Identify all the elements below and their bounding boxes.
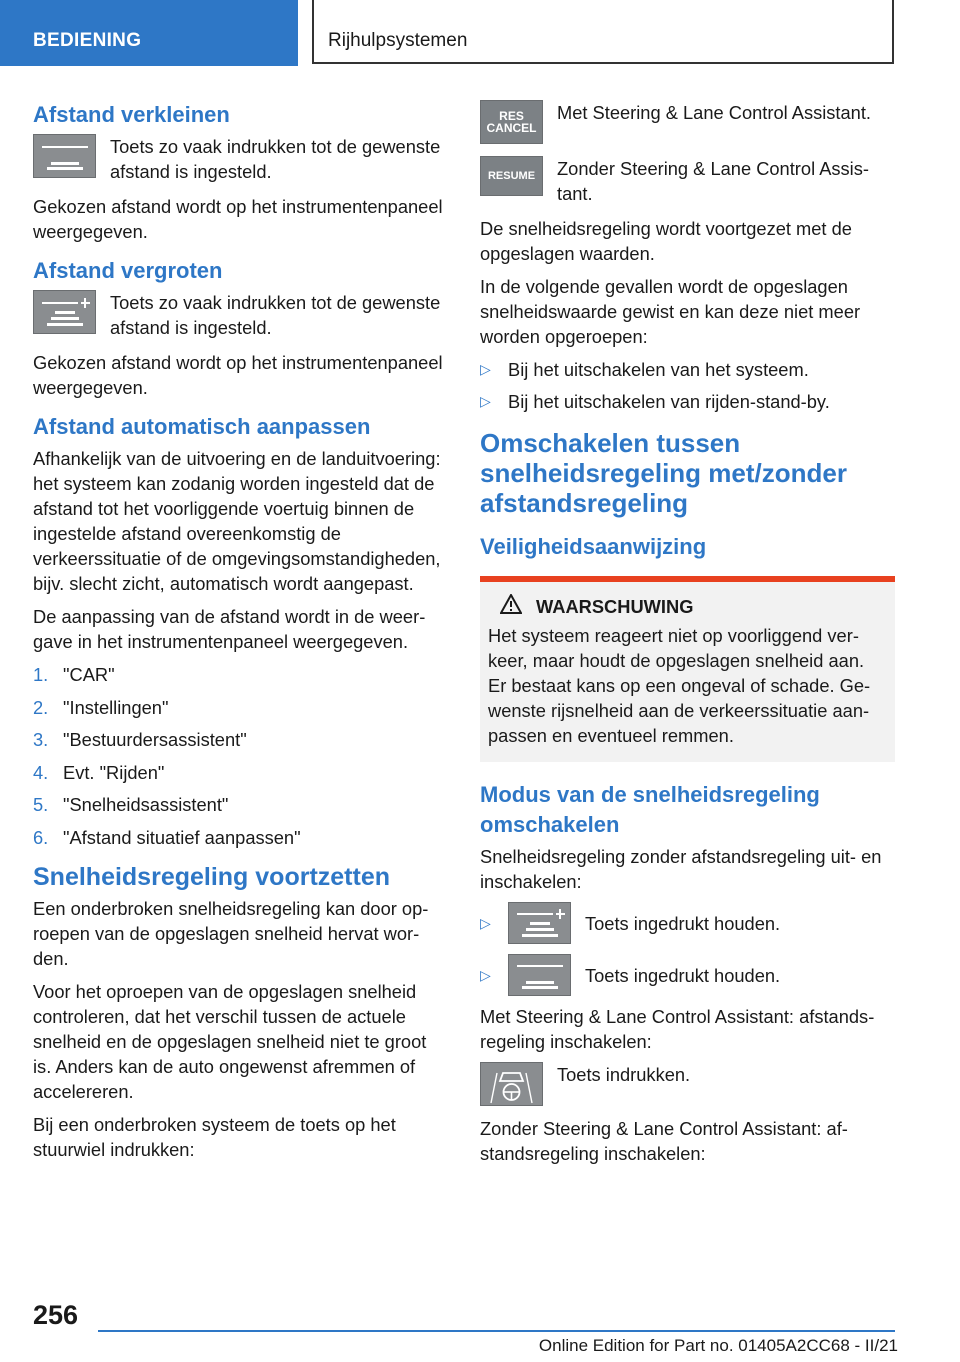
- heading-veiligheidsaanwijzing: Veiligheidsaanwijzing: [480, 534, 707, 559]
- distance-increase-key-icon: [33, 290, 96, 334]
- voortgezet-paragraph: De snelheidsregeling wordt voortgezet met de opgeslagen waarden.: [480, 218, 852, 264]
- warning-text: Het systeem reageert niet op voorliggend verkeer, maar houdt de opgeslagen snelheid aan. Er bestaat kans op een ongeval of schade. Gewenste rijsnelheid aan de verkeerssituatie aanpassen en eventueel remmen.: [488, 625, 871, 746]
- resume-key-row: [480, 156, 895, 206]
- voortzetten-paragraph-2: Voor het oproepen van de opgeslagen snelheid controleren, dat het verschil tussen de actuele snelheid en de opgeslagen snelheid niet te groot is. Anders kan de auto ongewenst afremmen of accelereren.: [33, 980, 427, 1102]
- vergroten-key-row: [33, 290, 443, 340]
- resume-key-label: RESUME: [487, 170, 536, 182]
- list-item: [33, 727, 443, 752]
- subsection-box: [312, 0, 894, 64]
- voortzetten-paragraph-3: Bij een onderbroken systeem de toets op het stuurwiel indrukken:: [33, 1113, 396, 1160]
- res-cancel-key-label: RES CANCEL: [486, 109, 537, 135]
- res-cancel-key-text: Met Steering & Lane Control Assistant.: [557, 102, 871, 123]
- automatisch-paragraph-1: Afhankelijk van de uitvoering en de landuitvoering: het systeem kan zodanig worden ingesteld dat de afstand tot het voorliggende voertuig binnen de ingestelde afstand overeenkomstig de verkeerssituatie of de omgevingsomstandigheden, bijv. slecht zicht, automatisch wordt aangepast.: [33, 448, 441, 594]
- resume-key-text: Zonder Steering & Lane Control Assistant.: [557, 158, 869, 204]
- step-number: 5.: [33, 794, 49, 815]
- steering-assist-key-icon: [480, 1062, 543, 1106]
- list-item: [480, 954, 895, 996]
- bullet-text: Bij het uitschakelen van rijden-stand-by.: [508, 391, 830, 412]
- steering-paragraph: Met Steering & Lane Control Assistant: afstandsregeling inschakelen:: [480, 1006, 875, 1052]
- no-steering-paragraph: Zonder Steering & Lane Control Assistant: afstandsregeling inschakelen:: [480, 1118, 848, 1164]
- resume-key-icon: [480, 156, 543, 196]
- footer-divider: [98, 1330, 895, 1332]
- gewist-bullets: [480, 357, 895, 414]
- bullet-text: Bij het uitschakelen van het systeem.: [508, 359, 809, 380]
- list-item: [33, 760, 443, 785]
- distance-decrease-key-icon: [508, 954, 571, 996]
- step-text: "Bestuurdersassistent": [63, 729, 247, 750]
- step-text: "Instellingen": [63, 696, 169, 718]
- verkleinen-key-row: [33, 134, 443, 184]
- list-item: [33, 695, 443, 720]
- warning-triangle-icon: [500, 594, 522, 619]
- right-column: [480, 100, 895, 1174]
- section-tab: [0, 0, 298, 66]
- bullet-triangle-icon: ▷: [480, 393, 491, 409]
- page-number: 256: [33, 1300, 79, 1330]
- step-number: 1.: [33, 664, 49, 685]
- list-item: [33, 662, 443, 687]
- res-cancel-key-icon: [480, 100, 543, 144]
- res-cancel-key-row: [480, 100, 895, 144]
- step-text: "CAR": [63, 664, 115, 685]
- distance-decrease-key-icon: [33, 134, 96, 178]
- step-number: 4.: [33, 761, 49, 783]
- bullet-triangle-icon: ▷: [480, 914, 491, 931]
- step-text: Evt. "Rijden": [63, 761, 165, 783]
- list-item: [480, 357, 895, 382]
- list-item: [480, 389, 895, 414]
- heading-afstand-verkleinen: Afstand verkleinen: [33, 102, 230, 127]
- warning-box: [480, 576, 895, 762]
- list-item: [33, 825, 443, 850]
- modus-paragraph: Snelheidsregeling zonder afstandsregeling uit- en inschakelen:: [480, 846, 882, 892]
- verkleinen-paragraph: Gekozen afstand wordt op het instrumentenpaneel weergegeven.: [33, 196, 443, 242]
- verkleinen-key-text: Toets zo vaak indrukken tot de gewenste afstand is ingesteld.: [110, 136, 441, 182]
- vergroten-key-text: Toets zo vaak indrukken tot de gewenste afstand is ingesteld.: [110, 292, 441, 338]
- settings-steps-list: [33, 662, 443, 850]
- step-number: 2.: [33, 696, 49, 718]
- step-text: "Afstand situatief aanpassen": [63, 826, 301, 848]
- heading-modus: Modus van de snelheidsregeling omschakelen: [480, 782, 820, 837]
- footer-edition: Online Edition for Part no. 01405A2CC68 - II/21: [538, 1336, 898, 1355]
- distance-increase-key-icon: [508, 902, 571, 944]
- left-column: [33, 100, 443, 1170]
- steering-key-row: [480, 1062, 895, 1106]
- heading-omschakelen: Omschakelen tussen snelheidsregeling met/zonder afstandsregeling: [480, 428, 847, 518]
- automatisch-paragraph-2: De aanpassing van de afstand wordt in de weergave in het instrumentenpaneel weergegeven.: [33, 606, 426, 652]
- step-number: 3.: [33, 729, 49, 750]
- bullet-text: Toets ingedrukt houden.: [585, 912, 781, 934]
- section-title: BEDIENING: [33, 30, 142, 51]
- heading-afstand-automatisch: Afstand automatisch aanpassen: [33, 414, 371, 439]
- heading-snelheidsregeling-voortzetten: Snelheidsregeling voortzetten: [33, 862, 391, 891]
- bullet-text: Toets ingedrukt houden.: [585, 964, 781, 986]
- warning-title: WAARSCHUWING: [536, 595, 694, 617]
- gewist-paragraph: In de volgende gevallen wordt de opgeslagen snelheidswaarde gewist en kan deze niet meer worden opgeroepen:: [480, 276, 861, 347]
- step-number: 6.: [33, 826, 49, 848]
- vergroten-paragraph: Gekozen afstand wordt op het instrumentenpaneel weergegeven.: [33, 352, 443, 398]
- subsection-title: Rijhulpsystemen: [328, 30, 468, 51]
- steering-key-text: Toets indrukken.: [557, 1064, 691, 1085]
- modus-list: [480, 902, 895, 996]
- voortzetten-paragraph-1: Een onderbroken snelheidsregeling kan door oproepen van de opgeslagen snelheid hervat worden.: [33, 897, 429, 969]
- list-item: [33, 792, 443, 817]
- list-item: [480, 902, 895, 944]
- bullet-triangle-icon: ▷: [480, 966, 491, 983]
- bullet-triangle-icon: ▷: [480, 361, 491, 377]
- heading-afstand-vergroten: Afstand vergroten: [33, 258, 223, 283]
- step-text: "Snelheidsassistent": [63, 794, 229, 815]
- warning-header: [500, 594, 887, 619]
